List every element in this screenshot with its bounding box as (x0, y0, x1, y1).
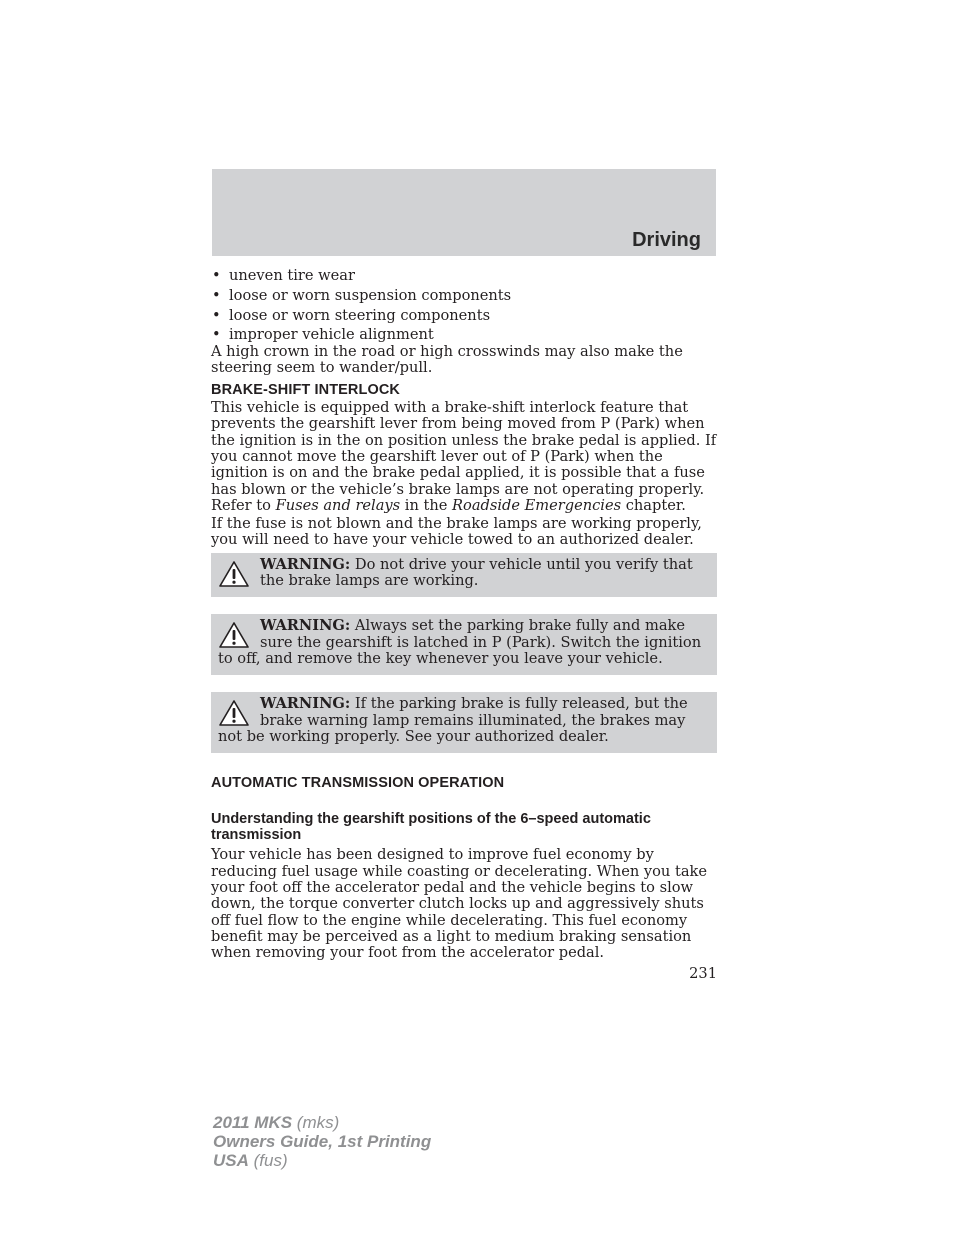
footer-line-model (213, 1113, 431, 1132)
warning-box (211, 692, 717, 753)
list-item: • loose or worn steering components (211, 308, 717, 324)
brake-shift-paragraph (211, 400, 717, 514)
warning-triangle-icon (218, 560, 250, 588)
list-item: • improper vehicle alignment (211, 327, 717, 343)
chapter-title: Driving (632, 229, 701, 251)
footer-market-code: (fus) (248, 1151, 288, 1170)
warning-label: WARNING: (260, 555, 351, 573)
paragraph-text: This vehicle is equipped with a brake-shift interlock feature that prevents the gearshift lever from being moved from P (Park) when the ignition is in the on position unless the brake pedal is applied. If you cannot move the gearshift lever out of P (Park) when the ignition is on and the brake pedal applied, it is possible that a fuse has blown or the vehicle’s brake lamps are not operating properly. Refer to (211, 399, 717, 514)
footer-line-market (213, 1151, 431, 1170)
transmission-paragraph: Your vehicle has been designed to improve fuel economy by reducing fuel usage while coasting or decelerating. When you take your foot off the accelerator pedal and the vehicle begins to slow down, the torque converter clutch locks up and aggressively shuts off fuel flow to the engine while decelerating. This fuel economy benefit may be perceived as a light to medium braking sensation when removing your foot from the accelerator pedal. (211, 846, 707, 962)
document-footer (213, 1113, 431, 1170)
warning-label: WARNING: (260, 617, 351, 635)
warning-triangle-icon (218, 621, 250, 649)
paragraph-text: in the (400, 496, 453, 514)
fuse-paragraph: If the fuse is not blown and the brake lamps are working properly, you will need to have your vehicle towed to an authorized dealer. (211, 515, 702, 549)
warning-box (211, 553, 717, 598)
warning-box (211, 614, 717, 675)
transmission-heading: AUTOMATIC TRANSMISSION OPERATION (211, 775, 505, 792)
gearshift-subheading: Understanding the gearshift positions of the 6–speed automatic transmission (211, 811, 651, 844)
chapter-header-band (212, 169, 716, 256)
italic-reference: Fuses and relays (275, 496, 401, 514)
footer-model-code: (mks) (292, 1113, 340, 1132)
page-number: 231 (689, 964, 717, 982)
page-content (211, 268, 717, 982)
cause-list (211, 268, 717, 344)
italic-reference: Roadside Emergencies (452, 496, 622, 514)
warning-triangle-icon (218, 699, 250, 727)
paragraph-text: chapter. (621, 496, 686, 514)
warning-text: Do not drive your vehicle until you verify that the brake lamps are working. (260, 555, 693, 590)
footer-line-guide: Owners Guide, 1st Printing (213, 1132, 432, 1151)
footer-market: USA (213, 1151, 249, 1170)
warning-label: WARNING: (260, 695, 351, 713)
list-item: • uneven tire wear (211, 268, 717, 284)
brake-shift-heading: BRAKE-SHIFT INTERLOCK (211, 381, 400, 398)
warning-text: If the parking brake is fully released, but the brake warning lamp remains illuminated, the brakes may not be working properly. See your authorized dealer. (218, 695, 688, 745)
footer-model: 2011 MKS (213, 1113, 293, 1132)
warning-text: Always set the parking brake fully and make sure the gearshift is latched in P (Park). Switch the ignition to off, and remove the key whenever you leave your vehicle. (218, 617, 702, 667)
list-item: • loose or worn suspension components (211, 288, 717, 304)
intro-paragraph: A high crown in the road or high crosswinds may also make the steering seem to wander/pull. (211, 343, 683, 377)
